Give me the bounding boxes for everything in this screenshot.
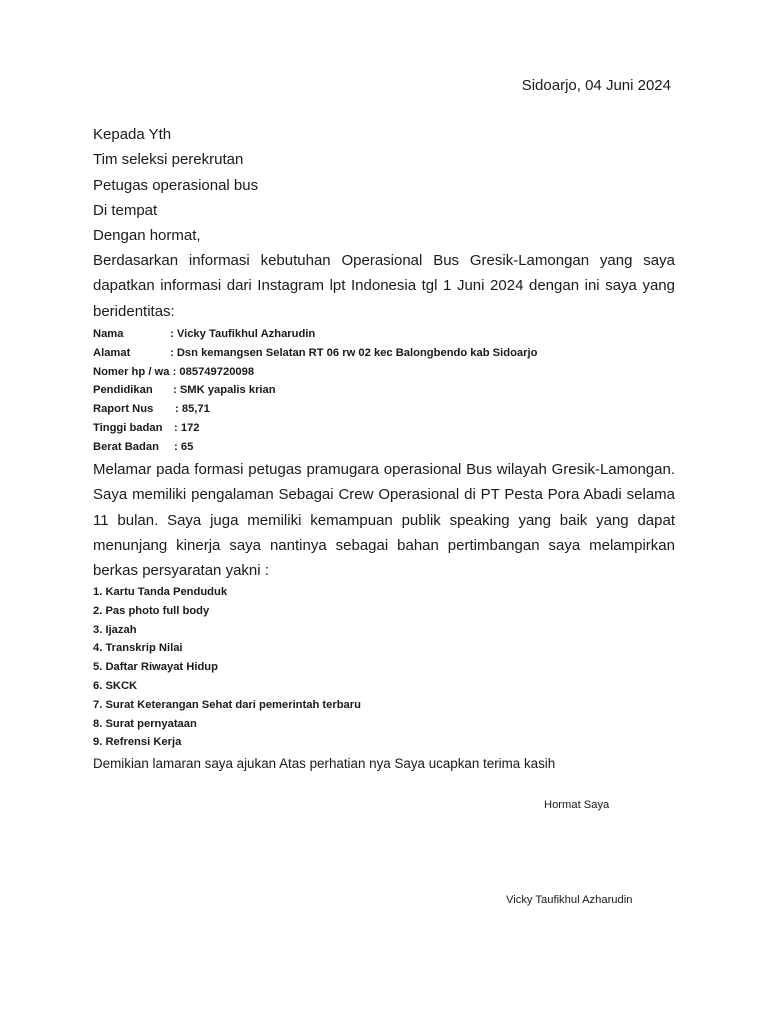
requirement-item: 7. Surat Keterangan Sehat dari pemerintah terbaru <box>93 698 361 711</box>
addressee-line: Di tempat <box>93 201 158 219</box>
identity-separator: : <box>170 328 177 340</box>
body-paragraph: Melamar pada formasi petugas pramugara operasional Bus wilayah Gresik-Lamongan. Saya memiliki pengalaman Sebagai Crew Operasional di PT Pesta Pora Abadi selama 11 bulan. Saya juga memiliki kemampuan publik speaking yang baik yang dapat menunjang kinerja saya nantinya sebagai bahan pertimbangan saya melampirkan berkas persyaratan yakni : <box>93 461 675 580</box>
requirement-item: 6. SKCK <box>93 679 138 692</box>
requirement-item: 4. Transkrip Nilai <box>93 642 183 655</box>
identity-key: Tinggi badan <box>93 421 163 434</box>
identity-value: Dsn kemangsen Selatan RT 06 rw 02 kec Balongbendo kab Sidoarjo <box>176 346 538 359</box>
identity-separator: : <box>174 440 181 453</box>
identity-row <box>93 363 653 382</box>
signer-name: Vicky Taufikhul Azharudin <box>506 894 633 906</box>
identity-key: Raport Nus <box>93 403 154 416</box>
identity-separator: : <box>174 421 181 434</box>
identity-key: Nomer hp / wa <box>93 365 170 378</box>
identity-value: 85,71 <box>181 403 210 416</box>
identity-separator: : <box>169 365 180 378</box>
body-paragraph-block <box>93 457 675 583</box>
requirements-list <box>93 583 593 752</box>
identity-list <box>93 325 653 457</box>
identity-separator: : <box>173 384 180 397</box>
addressee-line: Kepada Yth <box>93 126 172 143</box>
salutation: Dengan hormat, <box>93 227 201 245</box>
identity-row <box>93 419 653 438</box>
identity-row <box>93 325 653 344</box>
addressee-line: Petugas operasional bus <box>93 176 259 194</box>
closing-sentence: Demikian lamaran saya ajukan Atas perhatian nya Saya ucapkan terima kasih <box>93 756 556 771</box>
identity-value: SMK yapalis krian <box>179 384 276 397</box>
identity-row <box>93 344 653 363</box>
regards-line: Hormat Saya <box>544 799 610 811</box>
identity-value: 65 <box>180 440 194 453</box>
identity-key: Alamat <box>93 346 131 359</box>
requirement-item: 2. Pas photo full body <box>93 604 210 617</box>
requirement-item: 3. Ijazah <box>93 623 137 636</box>
identity-value: Vicky Taufikhul Azharudin <box>176 328 316 340</box>
requirement-item: 5. Daftar Riwayat Hidup <box>93 661 218 674</box>
identity-key: Pendidikan <box>93 384 153 397</box>
intro-paragraph: Berdasarkan informasi kebutuhan Operasional Bus Gresik-Lamongan yang saya dapatkan informasi dari Instagram lpt Indonesia tgl 1 Juni 2024 dengan ini saya yang beridentitas: <box>93 252 675 320</box>
requirement-item: 8. Surat pernyataan <box>93 717 197 730</box>
identity-row <box>93 400 653 419</box>
identity-separator: : <box>170 346 177 359</box>
identity-key: Nama <box>93 328 124 340</box>
identity-row <box>93 438 653 457</box>
letter-date: Sidoarjo, 04 Juni 2024 <box>521 77 671 94</box>
addressee-line: Tim seleksi perekrutan <box>93 151 244 169</box>
identity-separator: : <box>175 403 182 416</box>
identity-value: 172 <box>180 421 200 434</box>
intro-paragraph-block <box>93 248 675 324</box>
identity-key: Berat Badan <box>93 440 159 453</box>
identity-row <box>93 381 653 400</box>
requirement-item: 1. Kartu Tanda Penduduk <box>93 586 228 598</box>
identity-value: 085749720098 <box>179 365 255 378</box>
addressee-block <box>93 125 675 251</box>
requirement-item: 9. Refrensi Kerja <box>93 736 182 749</box>
